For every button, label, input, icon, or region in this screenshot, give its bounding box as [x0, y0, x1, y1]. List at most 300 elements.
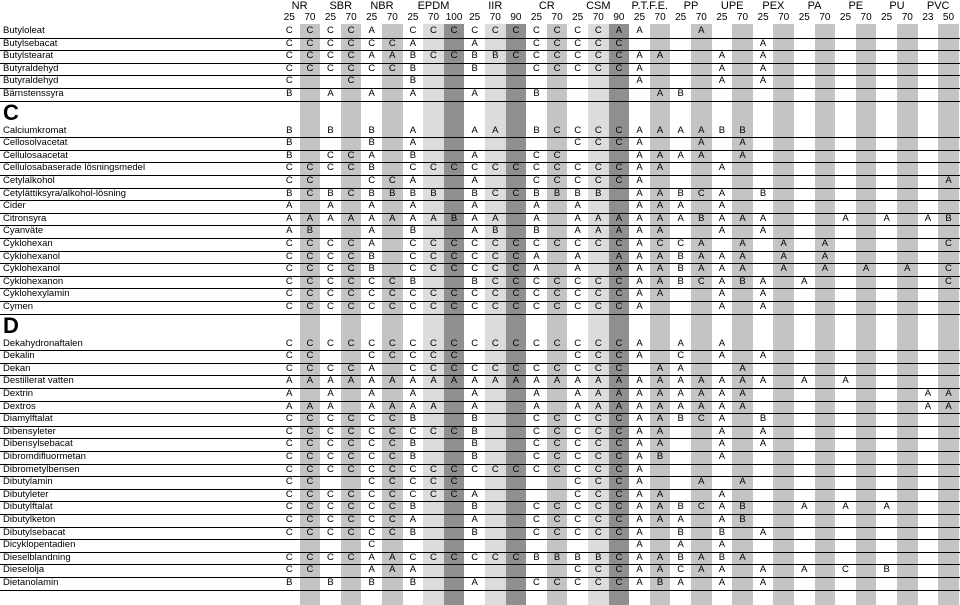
rating-cell: C: [533, 425, 540, 437]
rating-cell: C: [553, 149, 561, 161]
rating-cell: C: [574, 124, 582, 136]
material-header: SBR: [329, 0, 353, 12]
rating-cell: A: [718, 200, 726, 212]
rating-cell: C: [347, 337, 355, 349]
rating-cell: C: [615, 501, 623, 513]
rating-cell: A: [656, 149, 664, 161]
temperature-header: 23: [922, 12, 934, 23]
rating-cell: C: [553, 301, 561, 312]
rating-cell: A: [409, 400, 417, 412]
rating-cell: C: [574, 451, 582, 462]
temperature-header: 25: [283, 12, 295, 23]
rating-cell: A: [677, 337, 684, 349]
material-header: PEX: [762, 0, 785, 12]
rating-cell: A: [759, 438, 767, 450]
rating-cell: A: [656, 375, 664, 387]
rating-cell: A: [595, 388, 602, 399]
rating-cell: C: [430, 301, 437, 312]
chemical-name: Citronsyra: [3, 212, 47, 224]
rating-cell: C: [306, 463, 314, 475]
rating-cell: C: [471, 337, 479, 349]
rating-cell: C: [347, 25, 355, 36]
rating-cell: C: [533, 25, 540, 36]
rating-cell: C: [594, 501, 602, 513]
rating-cell: A: [347, 375, 355, 387]
rating-cell: C: [306, 175, 314, 186]
rating-cell: C: [615, 175, 623, 186]
rating-cell: B: [286, 124, 293, 136]
rating-cell: A: [883, 212, 890, 224]
rating-cell: A: [286, 225, 293, 237]
section-letter: C: [3, 99, 19, 125]
rating-cell: C: [327, 62, 334, 74]
rating-cell: A: [574, 388, 581, 399]
rating-cell: C: [615, 438, 623, 450]
rating-cell: C: [594, 288, 602, 300]
rating-cell: A: [698, 238, 705, 249]
rating-cell: C: [450, 25, 458, 36]
row-divider: [0, 539, 960, 540]
rating-cell: A: [636, 162, 643, 174]
rating-cell: A: [739, 263, 746, 275]
temperature-header: 90: [613, 12, 625, 23]
rating-cell: C: [574, 137, 582, 149]
rating-cell: A: [389, 375, 396, 387]
rating-cell: A: [739, 250, 746, 262]
rating-cell: A: [759, 50, 767, 62]
rating-cell: C: [574, 288, 582, 300]
rating-cell: A: [368, 50, 375, 62]
rating-cell: C: [327, 162, 334, 174]
rating-cell: A: [739, 551, 746, 563]
rating-cell: C: [512, 50, 520, 62]
rating-cell: C: [285, 451, 293, 462]
rating-cell: A: [718, 225, 726, 237]
rating-cell: B: [409, 62, 417, 74]
rating-cell: C: [306, 337, 314, 349]
chemical-name: Dieselblandning: [3, 551, 71, 563]
rating-cell: C: [327, 301, 334, 312]
rating-cell: C: [553, 275, 561, 287]
rating-cell: B: [492, 225, 499, 237]
rating-cell: A: [718, 337, 726, 349]
rating-cell: A: [759, 301, 767, 312]
rating-cell: A: [718, 400, 726, 412]
rating-cell: A: [677, 388, 684, 399]
row-divider: [0, 314, 960, 315]
rating-cell: A: [636, 238, 643, 249]
rating-cell: C: [574, 564, 582, 576]
rating-cell: A: [409, 212, 417, 224]
rating-cell: C: [553, 175, 561, 186]
rating-cell: A: [286, 388, 293, 399]
rating-cell: C: [306, 425, 314, 437]
rating-cell: C: [285, 162, 293, 174]
rating-cell: C: [450, 238, 458, 249]
rating-cell: C: [615, 62, 623, 74]
rating-cell: A: [450, 375, 458, 387]
rating-cell: A: [492, 212, 499, 224]
material-header: PVC: [926, 0, 950, 12]
rating-cell: A: [533, 250, 540, 262]
rating-cell: B: [368, 577, 375, 588]
rating-cell: C: [347, 162, 355, 174]
chemical-name: Butylstearat: [3, 50, 54, 62]
rating-cell: C: [553, 526, 561, 538]
rating-cell: C: [594, 413, 602, 425]
rating-cell: A: [656, 263, 664, 275]
rating-cell: C: [553, 451, 561, 462]
rating-cell: A: [574, 400, 581, 412]
rating-cell: A: [389, 564, 396, 576]
rating-cell: C: [285, 526, 293, 538]
rating-cell: B: [533, 225, 540, 237]
rating-cell: A: [656, 413, 664, 425]
rating-cell: C: [594, 350, 602, 362]
rating-cell: A: [677, 124, 684, 136]
rating-cell: A: [656, 514, 664, 525]
rating-cell: B: [718, 526, 726, 538]
rating-cell: A: [801, 501, 808, 513]
rating-cell: C: [368, 438, 376, 450]
rating-cell: A: [389, 400, 396, 412]
rating-cell: C: [594, 438, 602, 450]
temperature-header: 70: [654, 12, 666, 23]
rating-cell: A: [286, 212, 293, 224]
rating-cell: A: [656, 162, 664, 174]
rating-cell: A: [759, 288, 767, 300]
rating-cell: A: [327, 88, 334, 99]
rating-cell: C: [347, 463, 355, 475]
rating-cell: C: [594, 62, 602, 74]
chemical-name: Butyraldehyd: [3, 75, 59, 87]
rating-cell: C: [615, 350, 623, 362]
rating-cell: C: [491, 301, 499, 312]
rating-cell: C: [553, 162, 561, 174]
rating-cell: C: [512, 238, 520, 249]
rating-cell: C: [553, 50, 561, 62]
chemical-name: Cetylalkohol: [3, 175, 55, 186]
rating-cell: C: [574, 577, 582, 588]
rating-cell: A: [636, 263, 643, 275]
rating-cell: C: [285, 438, 293, 450]
rating-cell: C: [615, 288, 623, 300]
rating-cell: C: [615, 476, 623, 488]
rating-cell: C: [306, 25, 314, 36]
temperature-header: 90: [510, 12, 522, 23]
rating-cell: C: [306, 62, 314, 74]
chemical-name: Dibutylftalat: [3, 501, 53, 513]
rating-cell: C: [677, 238, 685, 249]
chemical-name: Dibensyleter: [3, 425, 56, 437]
rating-cell: C: [347, 62, 355, 74]
rating-cell: A: [759, 375, 767, 387]
rating-cell: C: [368, 514, 376, 525]
rating-cell: A: [492, 124, 499, 136]
rating-cell: B: [471, 501, 478, 513]
rating-cell: C: [306, 438, 314, 450]
rating-cell: A: [945, 388, 952, 399]
rating-cell: C: [306, 301, 314, 312]
rating-cell: A: [368, 388, 375, 399]
rating-cell: C: [574, 463, 582, 475]
rating-cell: B: [759, 187, 767, 199]
rating-cell: C: [450, 250, 458, 262]
rating-cell: C: [512, 337, 520, 349]
rating-cell: C: [574, 175, 582, 186]
rating-cell: C: [594, 526, 602, 538]
rating-cell: A: [409, 388, 417, 399]
rating-cell: C: [409, 301, 417, 312]
rating-cell: A: [656, 388, 664, 399]
rating-cell: C: [388, 301, 396, 312]
rating-cell: C: [347, 362, 355, 374]
rating-cell: C: [388, 501, 396, 513]
rating-cell: A: [718, 488, 726, 500]
material-header: EPDM: [417, 0, 450, 12]
rating-cell: C: [368, 488, 376, 500]
rating-cell: A: [780, 263, 787, 275]
rating-cell: C: [574, 350, 582, 362]
rating-cell: B: [739, 275, 746, 287]
rating-cell: C: [409, 551, 417, 563]
rating-cell: B: [945, 212, 952, 224]
material-header: UPE: [720, 0, 744, 12]
rating-cell: A: [636, 187, 643, 199]
row-divider: [0, 590, 960, 591]
rating-cell: B: [409, 275, 417, 287]
rating-cell: A: [636, 488, 643, 500]
rating-cell: B: [409, 187, 417, 199]
rating-cell: A: [718, 263, 726, 275]
rating-cell: C: [945, 263, 952, 275]
rating-cell: C: [368, 350, 376, 362]
rating-cell: C: [574, 526, 582, 538]
rating-cell: B: [718, 124, 726, 136]
rating-cell: A: [718, 375, 726, 387]
rating-cell: A: [636, 137, 643, 149]
rating-cell: A: [574, 225, 581, 237]
rating-cell: C: [368, 337, 376, 349]
rating-cell: C: [327, 501, 334, 513]
chemical-name: Cellosolvacetat: [3, 137, 68, 149]
rating-cell: A: [739, 137, 746, 149]
rating-cell: A: [409, 37, 417, 49]
rating-cell: C: [327, 463, 334, 475]
rating-cell: A: [533, 263, 540, 275]
rating-cell: C: [388, 337, 396, 349]
rating-cell: A: [677, 539, 684, 551]
rating-cell: A: [698, 400, 705, 412]
rating-cell: A: [718, 187, 726, 199]
rating-cell: C: [388, 275, 396, 287]
temperature-header: 70: [819, 12, 831, 23]
rating-cell: A: [389, 50, 396, 62]
rating-cell: C: [594, 301, 602, 312]
rating-cell: B: [677, 263, 684, 275]
rating-cell: C: [615, 275, 623, 287]
rating-cell: A: [636, 413, 643, 425]
rating-cell: C: [430, 476, 437, 488]
rating-cell: A: [492, 375, 499, 387]
rating-cell: C: [430, 488, 437, 500]
rating-cell: A: [471, 37, 478, 49]
rating-cell: A: [409, 175, 417, 186]
rating-cell: A: [615, 388, 623, 399]
rating-cell: A: [718, 75, 726, 87]
rating-cell: C: [842, 564, 849, 576]
rating-cell: A: [636, 375, 643, 387]
rating-cell: B: [409, 75, 417, 87]
rating-cell: B: [533, 124, 540, 136]
rating-cell: A: [656, 288, 664, 300]
rating-cell: C: [430, 463, 437, 475]
rating-cell: A: [718, 288, 726, 300]
rating-cell: A: [636, 350, 643, 362]
rating-cell: A: [306, 212, 314, 224]
rating-cell: C: [306, 162, 314, 174]
rating-cell: C: [327, 149, 334, 161]
material-header: CR: [538, 0, 555, 12]
rating-cell: A: [656, 501, 664, 513]
rating-cell: C: [697, 275, 705, 287]
rating-cell: C: [615, 301, 623, 312]
rating-cell: C: [347, 149, 355, 161]
rating-cell: B: [677, 88, 684, 99]
rating-cell: A: [368, 375, 375, 387]
rating-cell: A: [615, 212, 623, 224]
rating-cell: C: [368, 288, 376, 300]
rating-cell: C: [491, 187, 499, 199]
rating-cell: C: [594, 577, 602, 588]
rating-cell: C: [533, 577, 540, 588]
rating-cell: A: [656, 564, 664, 576]
rating-cell: C: [285, 350, 293, 362]
rating-cell: A: [698, 250, 705, 262]
rating-cell: C: [677, 350, 685, 362]
rating-cell: A: [471, 124, 478, 136]
rating-cell: C: [574, 238, 582, 249]
rating-cell: C: [306, 488, 314, 500]
temperature-header: 25: [633, 12, 646, 23]
section-letter: D: [3, 312, 19, 338]
rating-cell: C: [368, 413, 376, 425]
rating-cell: A: [286, 200, 293, 212]
rating-cell: C: [388, 425, 396, 437]
rating-cell: B: [492, 50, 499, 62]
rating-cell: C: [450, 337, 458, 349]
rating-cell: A: [368, 212, 375, 224]
rating-cell: A: [286, 400, 293, 412]
temperature-header: 70: [304, 12, 316, 23]
rating-cell: A: [656, 50, 664, 62]
rating-cell: C: [574, 501, 582, 513]
chemical-name: Cyklohexanon: [3, 275, 64, 287]
rating-cell: B: [389, 187, 396, 199]
rating-cell: C: [409, 263, 417, 275]
rating-cell: C: [285, 75, 293, 87]
rating-cell: C: [306, 551, 314, 563]
rating-cell: B: [718, 551, 726, 563]
rating-cell: A: [759, 526, 767, 538]
rating-cell: C: [553, 413, 561, 425]
rating-cell: C: [512, 551, 520, 563]
rating-cell: A: [904, 263, 911, 275]
rating-cell: B: [677, 551, 684, 563]
temperature-header: 70: [736, 12, 749, 23]
temperature-header: 70: [427, 12, 440, 23]
rating-cell: A: [471, 388, 478, 399]
rating-cell: C: [347, 301, 355, 312]
rating-cell: A: [739, 362, 746, 374]
rating-cell: C: [285, 37, 293, 49]
chemical-name: Dibrometylbensen: [3, 463, 80, 475]
rating-cell: C: [306, 350, 314, 362]
rating-cell: C: [553, 238, 561, 249]
rating-cell: C: [512, 288, 520, 300]
rating-cell: B: [471, 413, 478, 425]
rating-cell: C: [574, 476, 582, 488]
rating-cell: C: [553, 37, 561, 49]
chemical-name: Cyklohexan: [3, 238, 53, 249]
rating-cell: C: [533, 514, 540, 525]
rating-cell: C: [615, 577, 623, 588]
rating-cell: C: [512, 25, 520, 36]
rating-cell: C: [574, 488, 582, 500]
rating-cell: C: [471, 263, 479, 275]
rating-cell: C: [594, 514, 602, 525]
rating-cell: C: [553, 25, 561, 36]
rating-cell: C: [347, 238, 355, 249]
chemical-name: Calciumkromat: [3, 124, 67, 136]
rating-cell: A: [368, 25, 375, 36]
rating-cell: A: [471, 175, 478, 186]
temperature-header: 25: [757, 12, 769, 23]
rating-cell: C: [347, 451, 355, 462]
rating-cell: C: [327, 438, 334, 450]
rating-cell: A: [512, 375, 520, 387]
rating-cell: C: [347, 425, 355, 437]
rating-cell: C: [594, 275, 602, 287]
rating-cell: C: [512, 362, 520, 374]
rating-cell: A: [759, 75, 767, 87]
rating-cell: C: [430, 238, 437, 249]
temperature-header: 25: [716, 12, 728, 23]
rating-cell: B: [286, 187, 293, 199]
rating-cell: C: [285, 238, 293, 249]
rating-cell: A: [739, 149, 746, 161]
rating-cell: C: [491, 162, 499, 174]
rating-cell: A: [842, 501, 849, 513]
rating-cell: C: [327, 263, 334, 275]
rating-cell: A: [656, 551, 664, 563]
rating-cell: C: [306, 564, 314, 576]
rating-cell: C: [471, 25, 479, 36]
rating-cell: B: [595, 187, 602, 199]
rating-cell: C: [615, 564, 623, 576]
rating-cell: C: [615, 37, 623, 49]
temperature-header: 25: [469, 12, 481, 23]
rating-cell: C: [430, 288, 437, 300]
rating-cell: C: [285, 175, 293, 186]
temperature-header: 25: [572, 12, 584, 23]
rating-cell: A: [368, 551, 375, 563]
rating-cell: A: [718, 275, 726, 287]
rating-cell: A: [430, 212, 437, 224]
chemical-name: Cider: [3, 200, 26, 212]
rating-cell: A: [636, 551, 643, 563]
rating-cell: B: [327, 577, 334, 588]
